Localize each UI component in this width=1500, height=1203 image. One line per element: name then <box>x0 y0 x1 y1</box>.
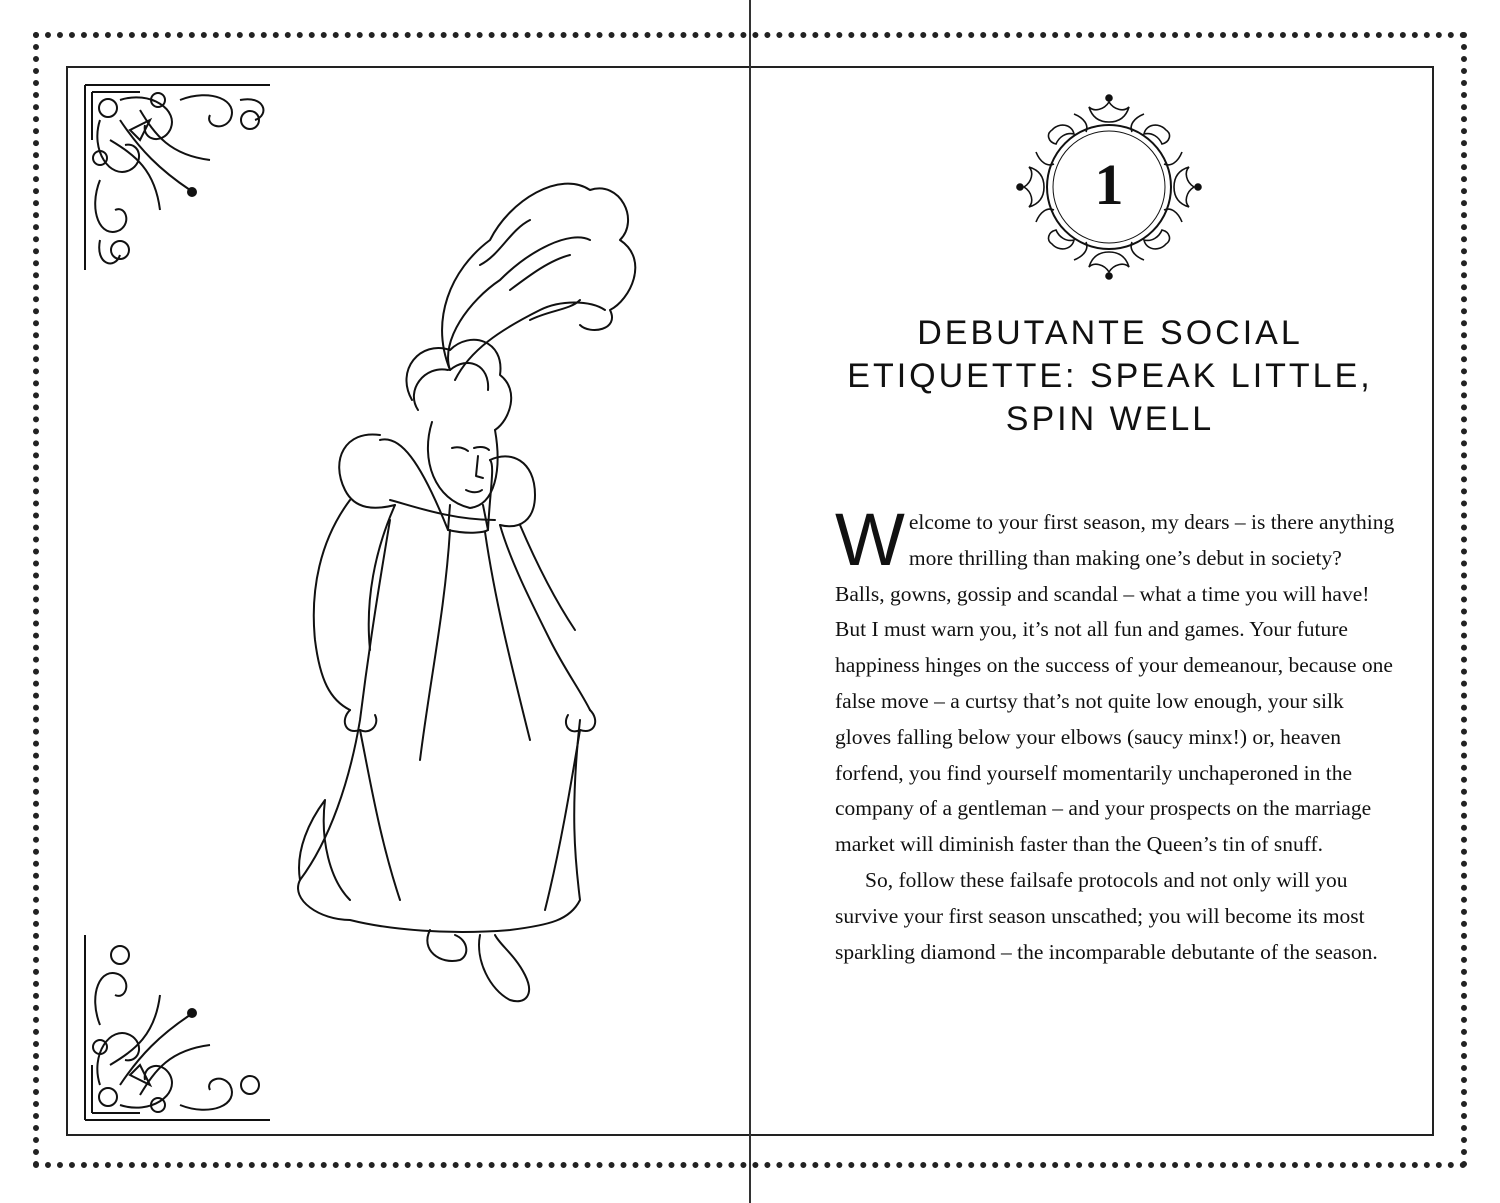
woman-illustration-icon <box>150 160 670 1040</box>
chapter-title-line: ETIQUETTE: SPEAK LITTLE, <box>847 357 1373 395</box>
paragraph <box>835 498 1395 863</box>
chapter-title <box>800 312 1420 441</box>
chapter-title-line: DEBUTANTE SOCIAL <box>917 314 1303 352</box>
paragraph: So, follow these failsafe protocols and not only will you survive your first season unscathed; you will become its most sparkling diamond – the incomparable debutante of the season. <box>835 867 1378 964</box>
paragraph-text: elcome to your first season, my dears – is there anything more thrilling than making one’s debut in society? Balls, gowns, gossip and scandal – what a time you will have! But I must warn you, it’s not all fun and games. Your future happiness hinges on the success of your demeanour, because one false move – a curtsy that’s not quite low enough, your silk gloves falling below your elbows (saucy minx!) or, heaven forfend, you find yourself momentarily unchaperoned in the company of a gentleman – and your prospects on the marriage market will diminish faster than the Queen’s tin of snuff. <box>835 510 1395 857</box>
book-spine <box>749 0 751 1203</box>
chapter-number: 1 <box>1094 152 1124 217</box>
body-text <box>835 498 1395 970</box>
drop-cap: W <box>835 498 905 581</box>
chapter-title-line: SPIN WELL <box>1005 400 1215 438</box>
